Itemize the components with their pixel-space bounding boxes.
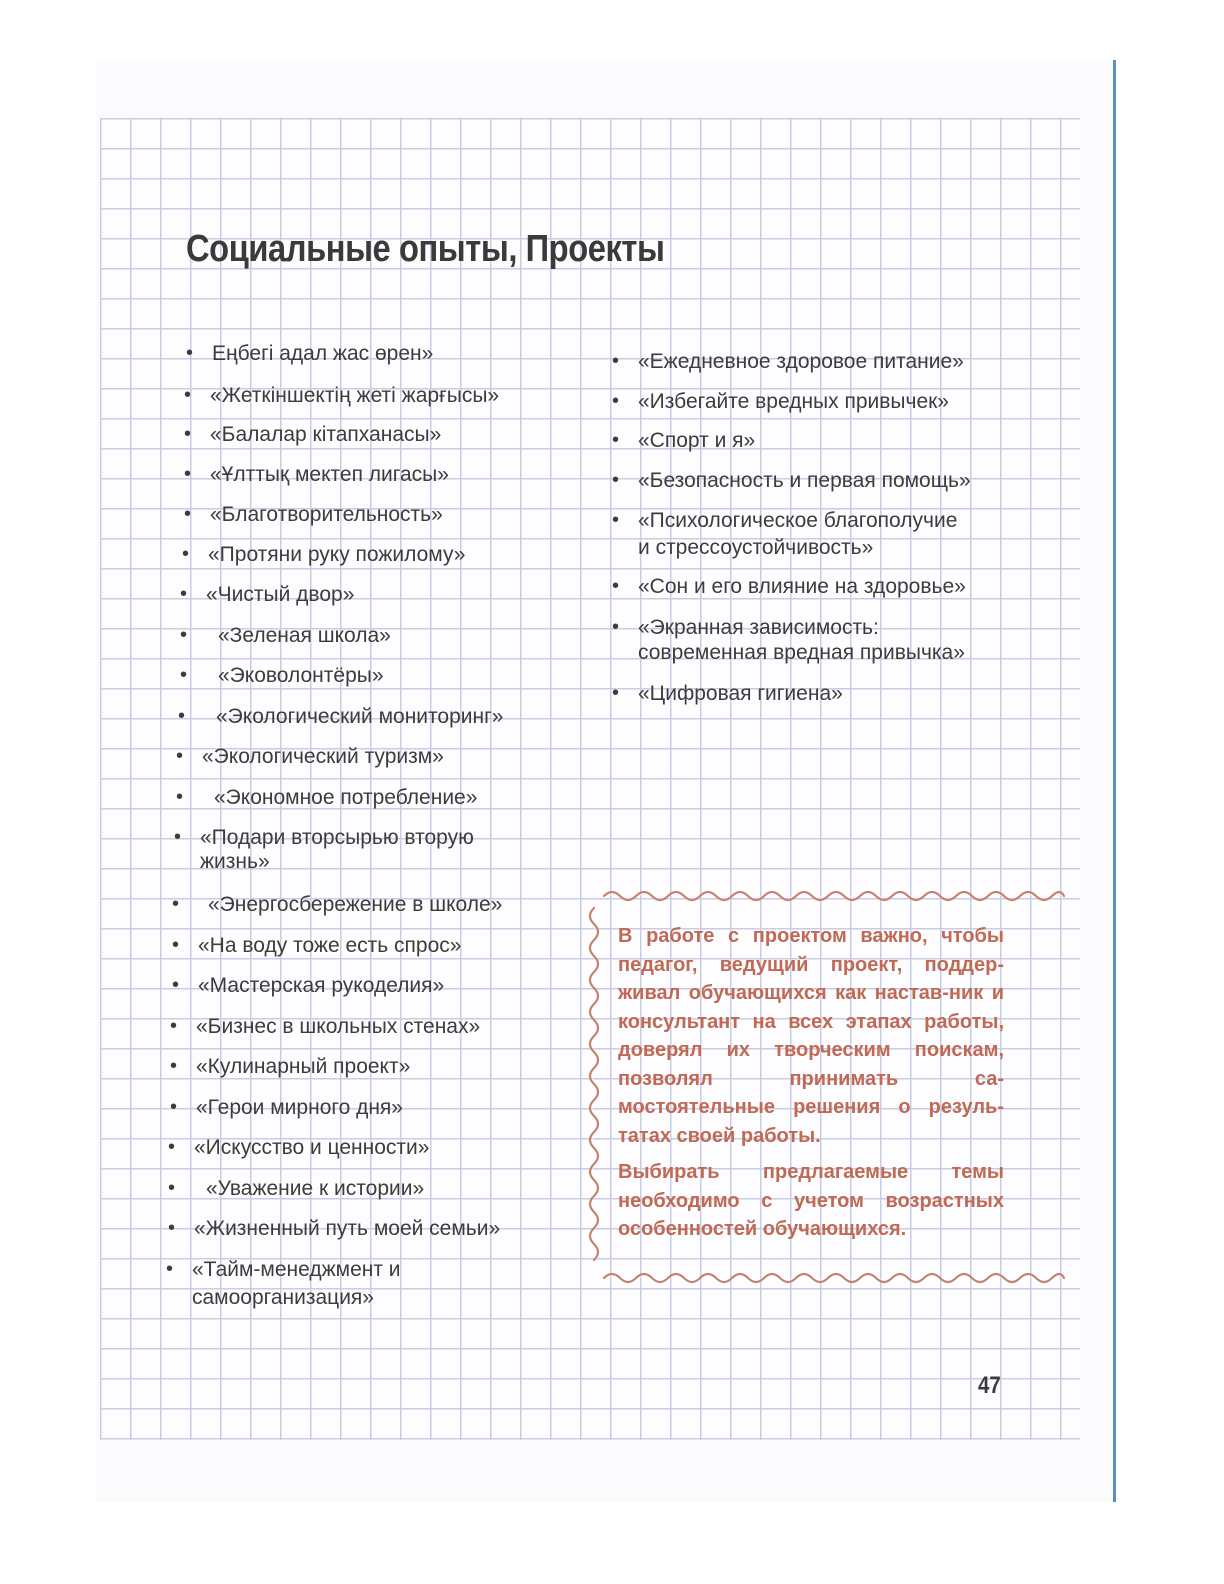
bullet-icon: •: [612, 509, 620, 531]
list-item-text: «Экологический мониторинг»: [216, 705, 504, 728]
list-item-text: «Подари вторсырью вторую: [200, 826, 474, 849]
list-item-text: «Сон и его влияние на здоровье»: [638, 575, 966, 598]
bullet-icon: •: [172, 974, 180, 996]
list-item-text: «Безопасность и первая помощь»: [638, 469, 971, 492]
list-item-text: «Благотворительность»: [210, 503, 443, 526]
bullet-icon: •: [612, 350, 620, 372]
list-item-text: «Экологический туризм»: [202, 745, 444, 768]
bullet-icon: •: [184, 463, 192, 485]
bullet-icon: •: [184, 384, 192, 406]
list-item-text: «Тайм-менеджмент и: [192, 1258, 401, 1281]
list-item-text-continued: жизнь»: [200, 850, 270, 873]
bullet-icon: •: [182, 543, 190, 565]
list-item-text: «Балалар кітапханасы»: [210, 423, 442, 446]
list-item-text: «Энергосбережение в школе»: [208, 893, 503, 916]
list-item-text: «Спорт и я»: [638, 429, 756, 452]
bullet-icon: •: [186, 342, 194, 364]
bullet-icon: •: [184, 503, 192, 525]
list-item-text: «Герои мирного дня»: [196, 1096, 403, 1119]
bullet-icon: •: [172, 934, 180, 956]
bullet-icon: •: [180, 664, 188, 686]
list-item-text: «Ежедневное здоровое питание»: [638, 350, 964, 373]
bullet-icon: •: [166, 1258, 174, 1280]
list-item-text: «Жеткіншектің жеті жарғысы»: [210, 384, 500, 407]
teacher-note-box: [584, 888, 1078, 1286]
list-item-text: «Протяни руку пожилому»: [208, 543, 466, 566]
list-item-text: «Ұлттық мектеп лигасы»: [210, 463, 449, 486]
list-item-text: «Эковолонтёры»: [218, 664, 384, 687]
list-item-text: «Цифровая гигиена»: [638, 682, 843, 705]
bullet-icon: •: [612, 390, 620, 412]
list-item-text: «На воду тоже есть спрос»: [198, 934, 462, 957]
list-item-text: «Избегайте вредных привычек»: [638, 390, 949, 413]
page-title: Социальные опыты, Проекты: [186, 228, 665, 270]
list-item-text-continued: и стрессоустойчивость»: [638, 536, 874, 559]
list-item-text-continued: самоорганизация»: [192, 1286, 374, 1309]
list-item-text: Еңбегі адал жас өрен»: [212, 342, 434, 365]
bullet-icon: •: [170, 1015, 178, 1037]
bullet-icon: •: [168, 1217, 176, 1239]
page-number: 47: [978, 1372, 1001, 1399]
list-item-text: «Психологическое благополучие: [638, 509, 958, 532]
bullet-icon: •: [168, 1177, 176, 1199]
bullet-icon: •: [178, 705, 186, 727]
bullet-icon: •: [168, 1136, 176, 1158]
bullet-icon: •: [174, 826, 182, 848]
bullet-icon: •: [612, 616, 620, 638]
bullet-icon: •: [170, 1055, 178, 1077]
bullet-icon: •: [612, 469, 620, 491]
list-item-text: «Жизненный путь моей семьи»: [194, 1217, 501, 1240]
note-paragraph-2: Выбирать предлагаемые темы необходимо с учетом возрастных особенностей обучающихся.: [618, 1161, 1004, 1240]
bullet-icon: •: [184, 423, 192, 445]
list-item-text: «Искусство и ценности»: [194, 1136, 430, 1159]
bullet-icon: •: [170, 1096, 178, 1118]
bullet-icon: •: [180, 624, 188, 646]
note-text: [618, 922, 1004, 1252]
list-item-text: «Экранная зависимость:: [638, 616, 879, 639]
list-item-text: «Мастерская рукоделия»: [198, 974, 445, 997]
bullet-icon: •: [612, 575, 620, 597]
list-item-text: «Кулинарный проект»: [196, 1055, 411, 1078]
list-item-text: «Экономное потребление»: [214, 786, 478, 809]
list-item-text: «Зеленая школа»: [218, 624, 391, 647]
bullet-icon: •: [612, 682, 620, 704]
list-item-text-continued: современная вредная привычка»: [638, 641, 965, 664]
note-paragraph-1: В работе с проектом важно, чтобы педагог, ведущий проект, поддер-живал обучающихся как настав-ник и консультант на всех этапах работы, доверял их творческим поискам, позволял принимать са-мостоятельные решения о резуль-татах своей работы.: [618, 925, 1004, 1147]
bullet-icon: •: [612, 429, 620, 451]
bullet-icon: •: [176, 745, 184, 767]
bullet-icon: •: [180, 583, 188, 605]
bullet-icon: •: [172, 893, 180, 915]
list-item-text: «Чистый двор»: [206, 583, 355, 606]
bullet-icon: •: [176, 786, 184, 808]
list-item-text: «Уважение к истории»: [206, 1177, 425, 1200]
list-item-text: «Бизнес в школьных стенах»: [196, 1015, 481, 1038]
